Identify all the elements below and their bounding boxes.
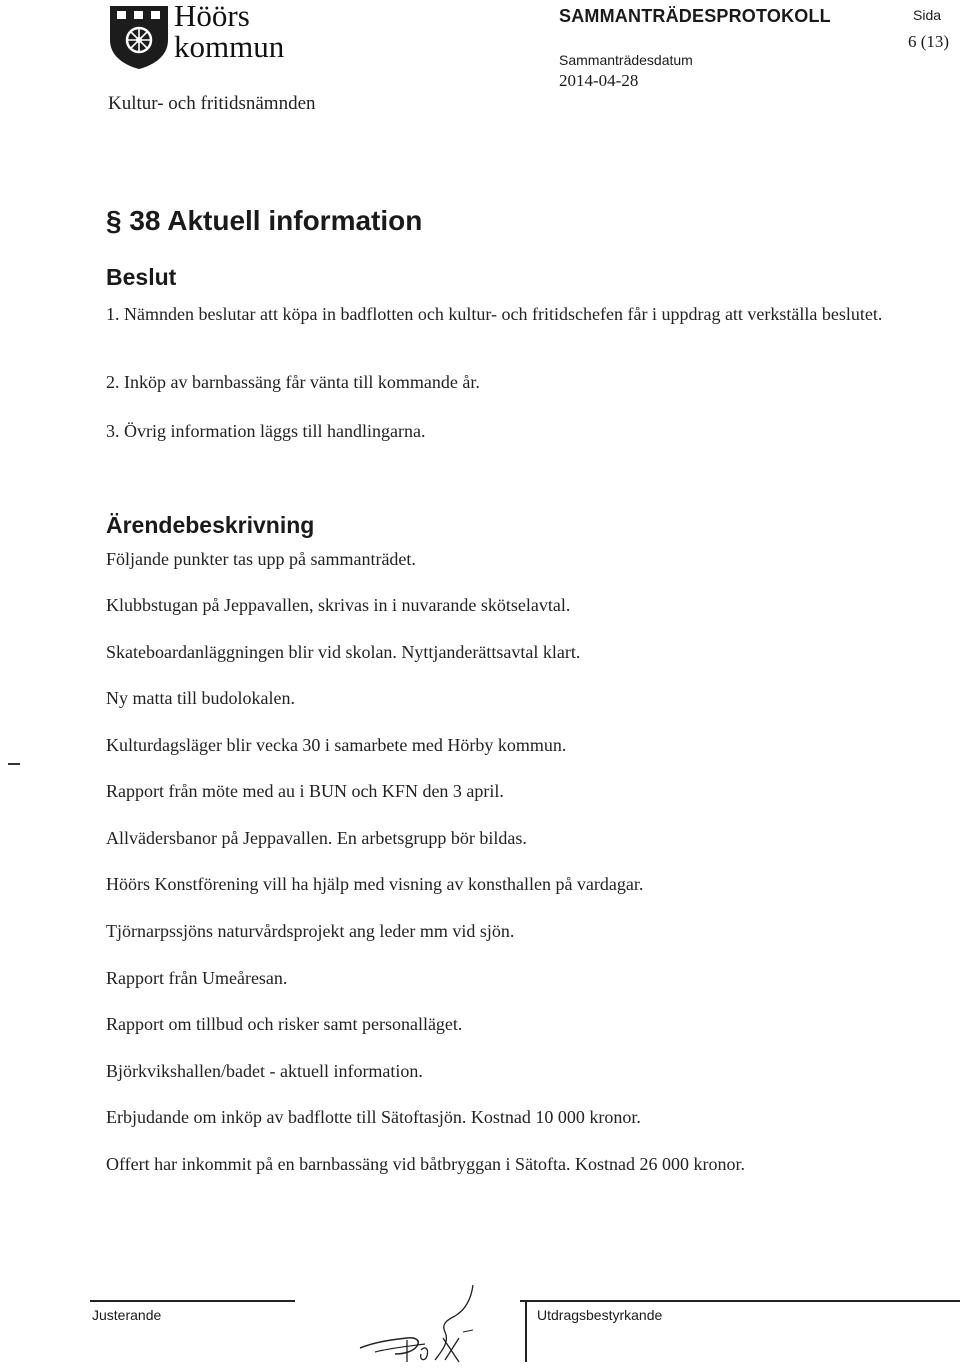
department-name: Kultur- och fritidsnämnden (108, 93, 316, 114)
municipality-name: Höörs kommun (174, 0, 285, 64)
description-item: Rapport från Umeåresan. (106, 968, 288, 988)
page-label: Sida (913, 7, 942, 23)
section-title: § 38 Aktuell information (106, 205, 423, 236)
description-item: Höörs Konstförening vill ha hjälp med visning av konsthallen på vardagar. (106, 874, 644, 894)
decision-item: 1. Nämnden beslutar att köpa in badflotten och kultur- och fritidschefen får i uppdrag att verkställa beslutet. (106, 304, 883, 324)
description-item: Björkvikshallen/badet - aktuell information. (106, 1061, 423, 1081)
meeting-date-label: Sammanträdesdatum (559, 52, 693, 68)
utdragsbestyrkande-label: Utdragsbestyrkande (537, 1307, 663, 1323)
description-item: Erbjudande om inköp av badflotte till Sätoftasjön. Kostnad 10 000 kronor. (106, 1107, 641, 1127)
description-item: Kulturdagsläger blir vecka 30 i samarbete med Hörby kommun. (106, 735, 567, 755)
description-item: Klubbstugan på Jeppavallen, skrivas in i nuvarande skötselavtal. (106, 595, 571, 615)
description-intro: Följande punkter tas upp på sammanträdet. (106, 549, 416, 569)
handwritten-signature (355, 1280, 505, 1365)
description-item: Rapport från möte med au i BUN och KFN den 3 april. (106, 781, 504, 801)
decision-item: 2. Inköp av barnbassäng får vänta till kommande år. (106, 372, 480, 392)
description-heading: Ärendebeskrivning (106, 512, 315, 538)
description-item: Skateboardanläggningen blir vid skolan. Nyttjanderättsavtal klart. (106, 642, 581, 662)
page-number: 6 (13) (908, 32, 950, 51)
coat-of-arms-icon (108, 4, 170, 70)
margin-mark (8, 763, 20, 765)
footer-divider (525, 1300, 527, 1362)
description-item: Allvädersbanor på Jeppavallen. En arbetsgrupp bör bildas. (106, 828, 527, 848)
justerande-label: Justerande (92, 1307, 162, 1323)
decision-item: 3. Övrig information läggs till handlingarna. (106, 421, 426, 441)
footer-rule-right (520, 1300, 960, 1302)
description-item: Tjörnarpssjöns naturvårdsprojekt ang leder mm vid sjön. (106, 921, 515, 941)
document-type: SAMMANTRÄDESPROTOKOLL (559, 6, 831, 26)
description-item: Offert har inkommit på en barnbassäng vid båtbryggan i Sätofta. Kostnad 26 000 kronor. (106, 1154, 746, 1174)
description-item: Ny matta till budolokalen. (106, 688, 295, 708)
footer-rule-left (90, 1300, 295, 1302)
meeting-date-value: 2014-04-28 (559, 71, 639, 90)
description-item: Rapport om tillbud och risker samt personalläget. (106, 1014, 463, 1034)
decision-heading: Beslut (106, 264, 177, 290)
